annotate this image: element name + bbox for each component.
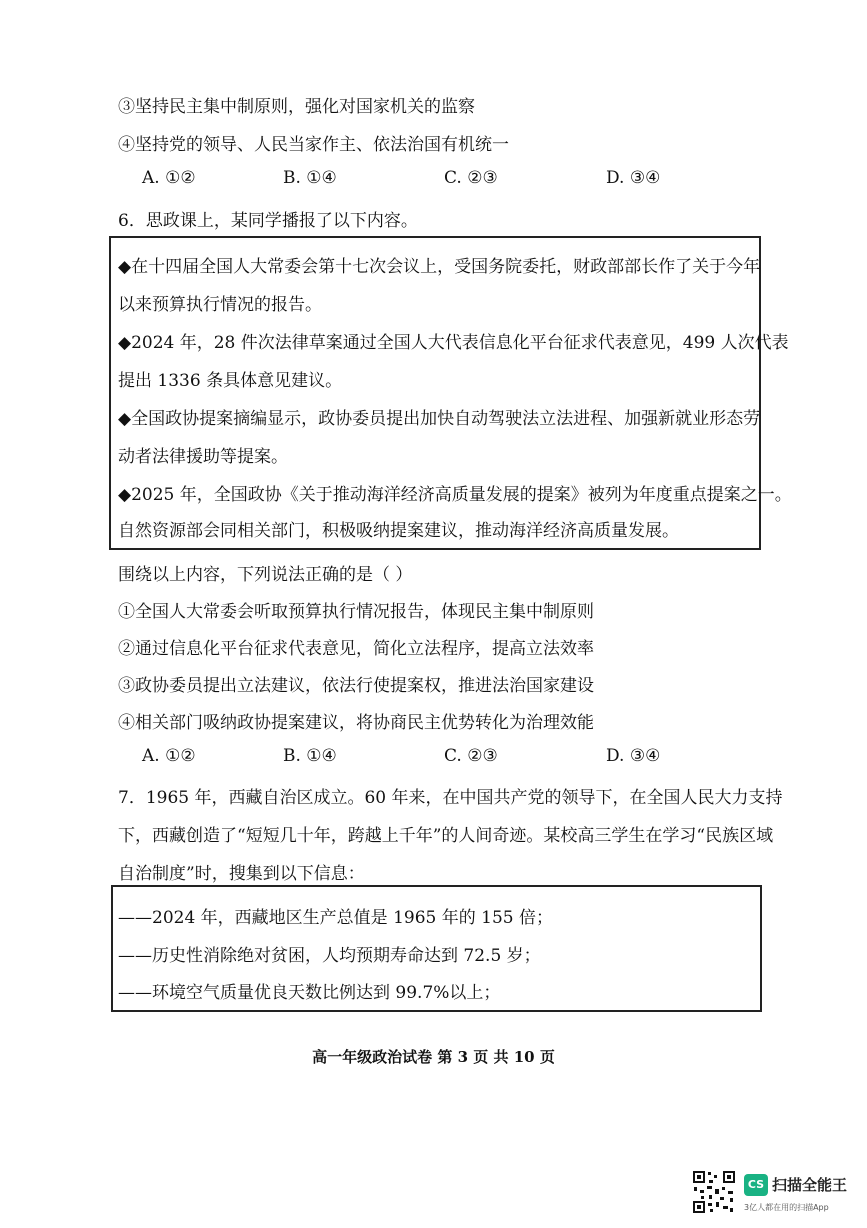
q6-item-1: ①全国人大常委会听取预算执行情况报告，体现民主集中制原则 [118,602,594,622]
q6-option-d: D. ③④ [606,746,661,766]
q7-stem-line: 7．1965 年，西藏自治区成立。60 年来，在中国共产党的领导下，在全国人民大力支持 [118,788,783,808]
q6-item-4: ④相关部门吸纳政协提案建议，将协商民主优势转化为治理效能 [118,713,594,733]
q6-box-line: 以来预算执行情况的报告。 [118,295,322,315]
q6-box-line: 动者法律援助等提案。 [118,447,288,467]
q7-stem-line: 自治制度”时，搜集到以下信息： [118,864,365,884]
q6-box-line: ◆全国政协提案摘编显示，政协委员提出加快自动驾驶法立法进程、加强新就业形态劳 [118,409,761,429]
scanner-slogan: 3亿人都在用的扫描App [744,1203,829,1212]
q6-item-2: ②通过信息化平台征求代表意见，简化立法程序，提高立法效率 [118,639,594,659]
q6-question: 围绕以上内容，下列说法正确的是（ ） [118,565,413,585]
q5-option-b: B. ①④ [283,168,337,188]
q5-option-a: A. ①② [142,168,196,188]
q6-item-3: ③政协委员提出立法建议，依法行使提案权，推进法治国家建设 [118,676,594,696]
q6-box-line: 自然资源部会同相关部门，积极吸纳提案建议，推动海洋经济高质量发展。 [118,521,679,541]
q6-stem: 6．思政课上，某同学播报了以下内容。 [118,211,418,231]
q5-option-c: C. ②③ [444,168,498,188]
q6-option-b: B. ①④ [283,746,337,766]
q6-box-line: ◆2024 年，28 件次法律草案通过全国人大代表信息化平台征求代表意见，499 人次代表 [118,333,789,353]
q6-box-line: ◆在十四届全国人大常委会第十七次会议上，受国务院委托，财政部部长作了关于今年 [118,257,761,277]
q7-stem-line: 下，西藏创造了“短短几十年，跨越上千年”的人间奇迹。某校高三学生在学习“民族区域 [118,826,774,846]
q7-box-line: ——2024 年，西藏地区生产总值是 1965 年的 155 倍； [118,908,553,928]
scanner-watermark [692,1170,862,1222]
q5-option-d: D. ③④ [606,168,661,188]
qr-code-icon [692,1170,736,1214]
q6-box-line: ◆2025 年，全国政协《关于推动海洋经济高质量发展的提案》被列为年度重点提案之一。 [118,485,792,505]
q5-item-3: ③坚持民主集中制原则，强化对国家机关的监察 [118,97,475,117]
q6-option-c: C. ②③ [444,746,498,766]
page-footer: 高一年级政治试卷 第 3 页 共 10 页 [312,1048,555,1066]
q7-box-line: ——历史性消除绝对贫困，人均预期寿命达到 72.5 岁； [118,946,541,966]
q6-box-line: 提出 1336 条具体意见建议。 [118,371,343,391]
camscanner-logo-icon: CS [744,1174,768,1196]
q6-option-a: A. ①② [142,746,196,766]
q7-box-line: ——环境空气质量优良天数比例达到 99.7%以上； [118,983,501,1003]
scanner-app-name: 扫描全能王 [772,1176,848,1194]
q5-item-4: ④坚持党的领导、人民当家作主、依法治国有机统一 [118,135,509,155]
